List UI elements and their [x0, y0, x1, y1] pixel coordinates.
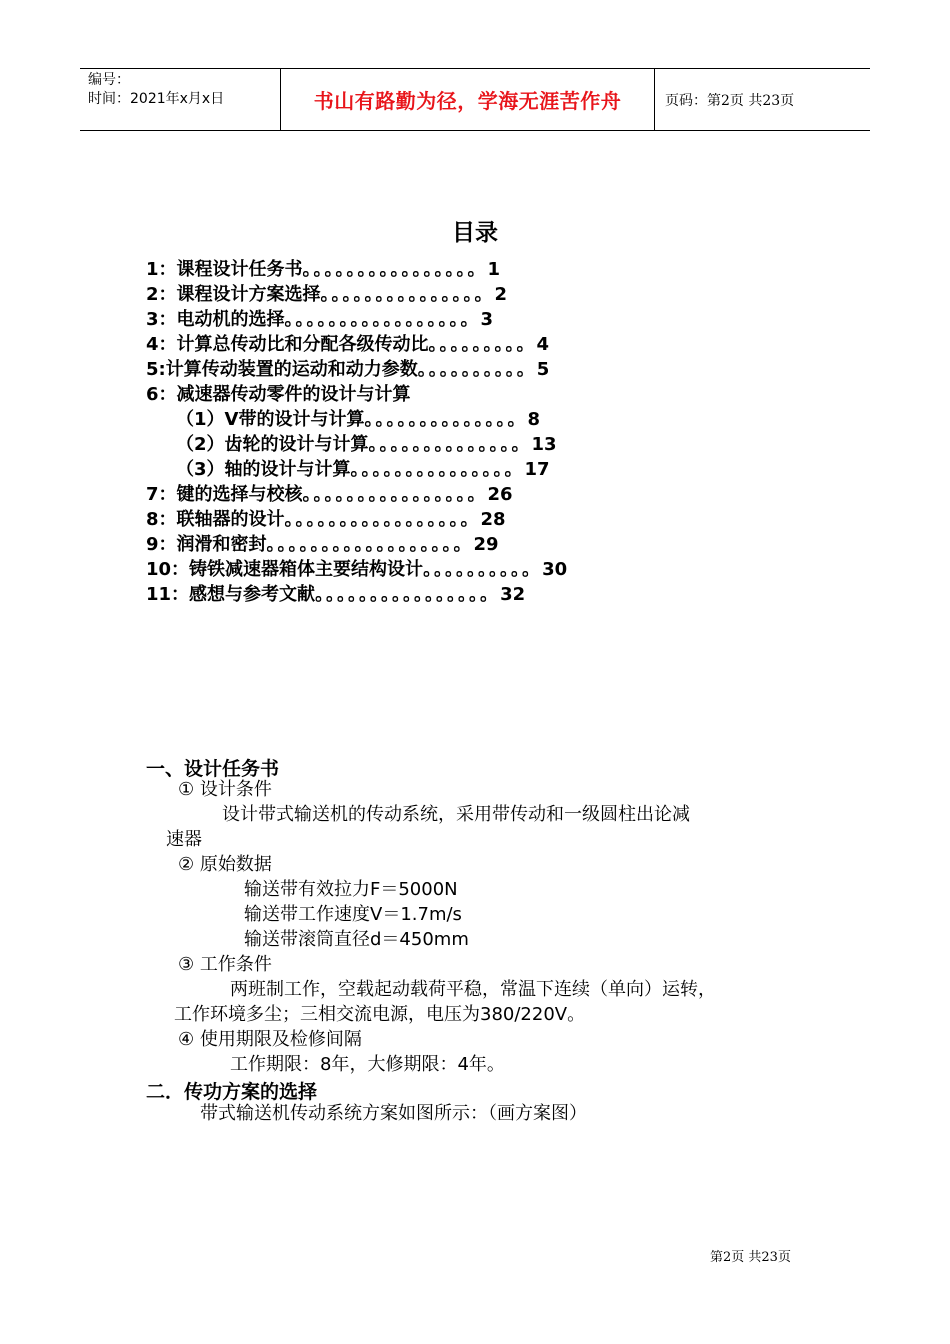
toc-entry-leader: 。。。。。。。。。 [428, 334, 537, 355]
work-conditions-heading: ③ 工作条件 [178, 954, 272, 975]
toc-entry-page: 5 [536, 359, 550, 380]
service-life-text: 工作期限：8年，大修期限：4年。 [230, 1054, 505, 1075]
toc-entry-page: 28 [480, 509, 506, 530]
toc-entry-page: 13 [531, 434, 557, 455]
toc-entry [146, 307, 766, 332]
toc-entry-leader: 。。。。。。。。。。。。。。。 [320, 284, 495, 305]
toc-entry-leader: 。。。。。。。。。。。。。。。。。 [284, 309, 481, 330]
time-label: 时间：2021年x月x日 [88, 91, 225, 107]
toc-entry-page: 32 [500, 584, 526, 605]
toc-entry-title: 9：润滑和密封 [146, 534, 267, 555]
toc-entry-page: 8 [527, 409, 540, 430]
toc-entry-title: （2）齿轮的设计与计算 [176, 434, 369, 455]
document-header [80, 68, 870, 131]
toc-entry-title: 3：电动机的选择 [146, 309, 285, 330]
toc-entry-title: （3）轴的设计与计算 [176, 459, 351, 480]
toc-entry [146, 282, 766, 307]
header-page-label: 页码：第2页 共23页 [665, 92, 795, 109]
toc-entry-title: 2：课程设计方案选择 [146, 284, 321, 305]
work-conditions-text-cont: 工作环境多尘；三相交流电源，电压为380/220V。 [174, 1004, 586, 1025]
toc-entry-leader: 。。。。。。。。。。。。。。。。 [315, 584, 501, 605]
toc-entry-title: 7：键的选择与校核 [146, 484, 303, 505]
service-life-heading: ④ 使用期限及检修间隔 [178, 1029, 362, 1050]
page-footer: 第2页 共23页 [710, 1250, 791, 1265]
toc-entry [146, 382, 766, 407]
toc-entry [146, 257, 766, 282]
toc-entry-leader: 。。。。。。。。。。。。。。。。。。 [266, 534, 474, 555]
toc-entry-title: 8：联轴器的设计 [146, 509, 285, 530]
toc-entry [146, 482, 766, 507]
work-conditions-text: 两班制工作，空载起动载荷平稳，常温下连续（单向）运转， [230, 979, 716, 1000]
toc-entry-leader: 。。。。。。。。。。。。。。。。 [302, 259, 488, 280]
toc-entry-title: 1：课程设计任务书 [146, 259, 303, 280]
toc-entry [146, 532, 766, 557]
toc-entry-title: 4：计算总传动比和分配各级传动比 [146, 334, 429, 355]
toc-entry-page: 29 [473, 534, 499, 555]
header-meta-cell [80, 69, 281, 130]
scheme-text: 带式输送机传动系统方案如图所示：（画方案图） [200, 1103, 587, 1124]
raw-data-diameter: 输送带滚筒直径d＝450mm [244, 929, 469, 950]
toc-entry [146, 332, 766, 357]
toc-entry-title: 11：感想与参考文献 [146, 584, 316, 605]
toc-entry [146, 357, 766, 382]
toc-entry-title: 5:计算传动装置的运动和动力参数 [146, 359, 418, 380]
design-conditions-text: 设计带式输送机的传动系统，采用带传动和一级圆柱出论减 [222, 804, 690, 825]
section-heading-1: 一、设计任务书 [146, 758, 280, 780]
toc-entry [146, 407, 766, 432]
design-conditions-heading: ① 设计条件 [178, 779, 272, 800]
design-conditions-text-cont: 速器 [166, 829, 202, 850]
toc-entry-title: 10：铸铁减速器箱体主要结构设计 [146, 559, 424, 580]
toc-entry-title: （1）V带的设计与计算 [176, 409, 365, 430]
toc-entry-page: 26 [487, 484, 513, 505]
toc-entry-leader: 。。。。。。。。。。 [423, 559, 543, 580]
toc-entry [146, 507, 766, 532]
raw-data-force: 输送带有效拉力F＝5000N [244, 879, 458, 900]
toc-entry-leader: 。。。。。。。。。。。。。。。。。 [284, 509, 481, 530]
toc-entry [146, 557, 766, 582]
toc-entry [146, 457, 766, 482]
toc-entry-page: 30 [542, 559, 568, 580]
toc-entry-leader: 。。。。。。。。。。。。。。 [368, 434, 532, 455]
toc-entry-page: 17 [524, 459, 550, 480]
toc-entry-leader: 。。。。。。。。。。。。。。。。 [302, 484, 488, 505]
toc-entry-page: 3 [480, 309, 494, 330]
toc-entry-page: 4 [536, 334, 550, 355]
toc-entry [146, 432, 766, 457]
toc-entry-page: 2 [494, 284, 508, 305]
number-label: 编号： [88, 72, 130, 88]
header-motto: 书山有路勤为径，学海无涯苦作舟 [281, 69, 655, 130]
raw-data-speed: 输送带工作速度V＝1.7m/s [244, 904, 462, 925]
toc-entry [146, 582, 766, 607]
toc-entry-leader: 。。。。。。。。。。 [417, 359, 537, 380]
table-of-contents [146, 257, 766, 607]
toc-title: 目录 [452, 220, 498, 246]
section-heading-2: 二．传功方案的选择 [146, 1081, 318, 1103]
toc-entry-leader: 。。。。。。。。。。。。。。。 [350, 459, 525, 480]
toc-entry-leader: 。。。。。。。。。。。。。。 [364, 409, 528, 430]
raw-data-heading: ② 原始数据 [178, 854, 272, 875]
toc-entry-page: 1 [487, 259, 501, 280]
toc-entry-title: 6：减速器传动零件的设计与计算 [146, 384, 411, 405]
